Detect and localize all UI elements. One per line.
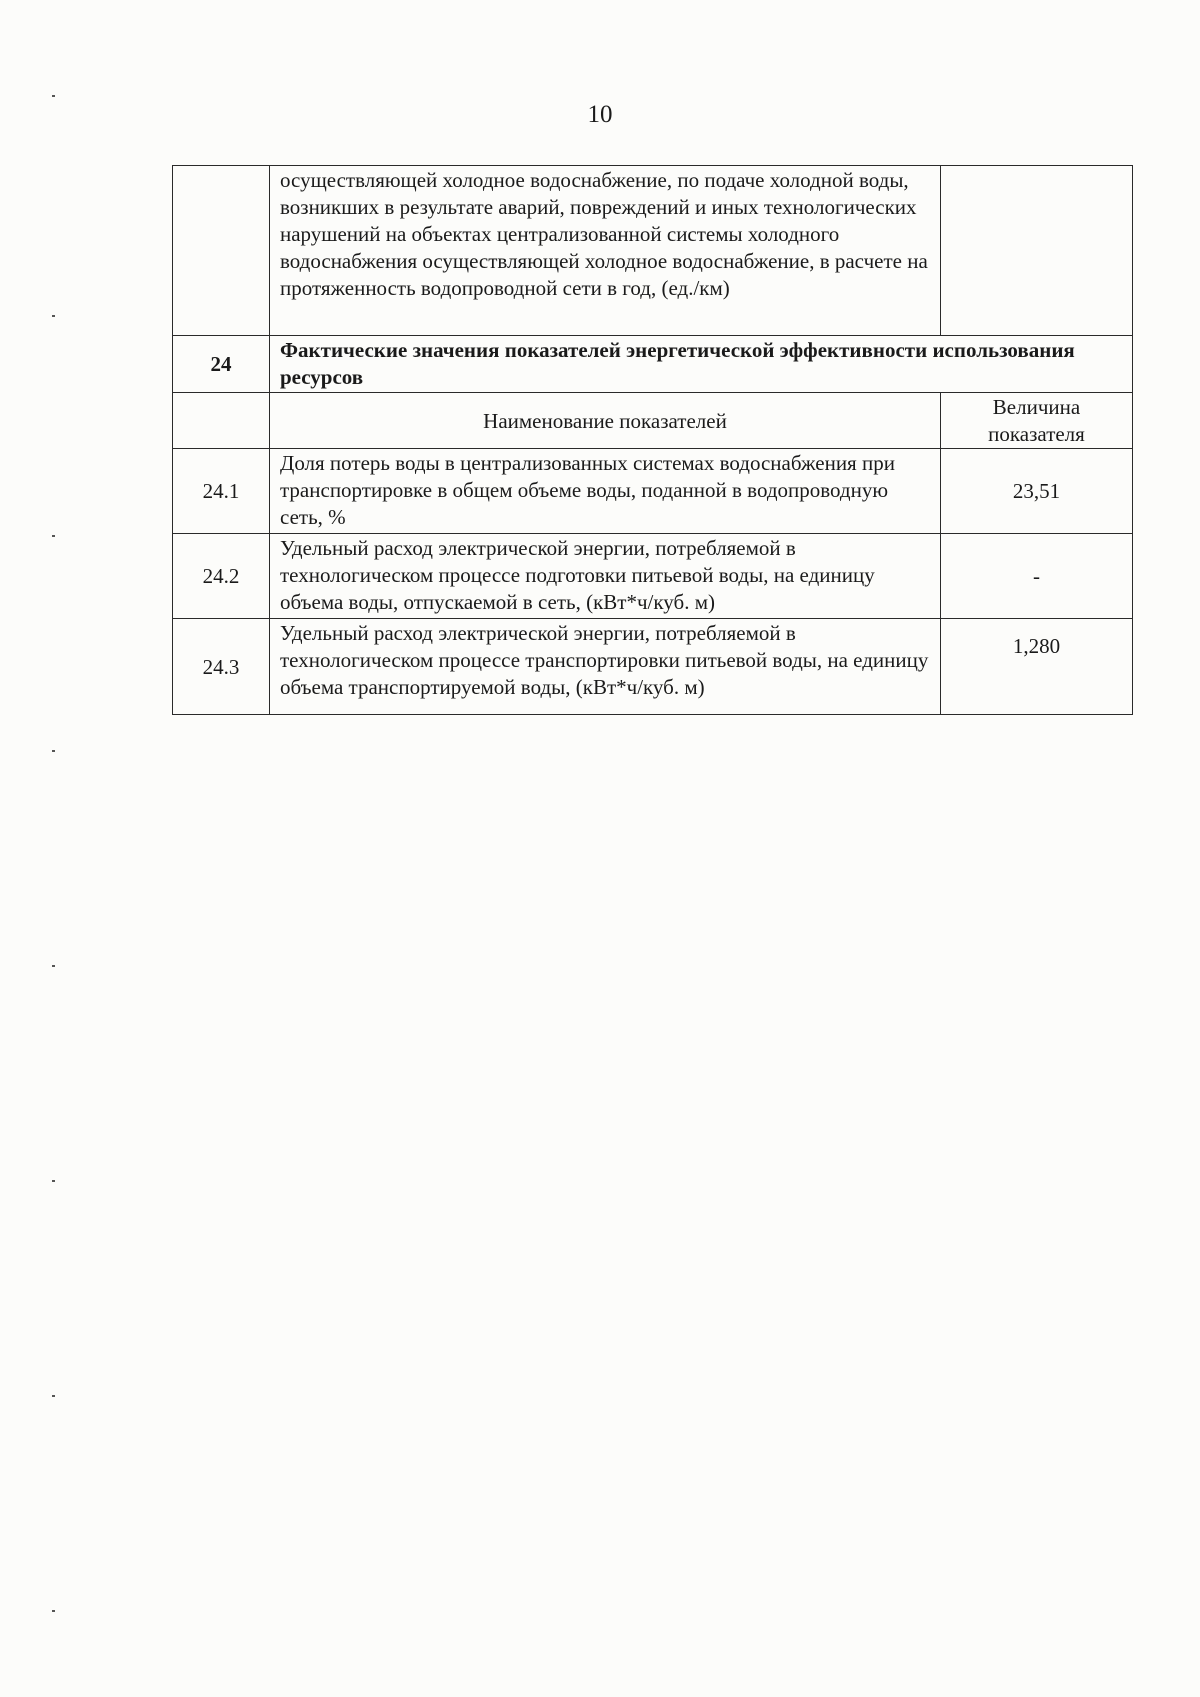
table-header-row — [173, 393, 1133, 449]
table-row-continued — [173, 166, 1133, 336]
table-row — [173, 534, 1133, 619]
indicator-value-cell: 23,51 — [941, 449, 1133, 534]
scan-speck — [52, 1395, 55, 1397]
scan-speck — [52, 315, 55, 317]
header-number-cell — [173, 393, 270, 449]
indicator-value-cell — [941, 166, 1133, 336]
scan-speck — [52, 965, 55, 967]
row-number-cell: 24.2 — [173, 534, 270, 619]
indicator-name-cell: Удельный расход электрической энергии, потребляемой в технологическом процессе подготовки питьевой воды, на единицу объема воды, отпускаемой в сеть, (кВт*ч/куб. м) — [270, 534, 941, 619]
header-value-cell: Величина показателя — [941, 393, 1133, 449]
scan-speck — [52, 535, 55, 537]
table-row — [173, 449, 1133, 534]
table-row — [173, 619, 1133, 715]
row-number-cell — [173, 166, 270, 336]
indicator-name-cell: Доля потерь воды в централизованных системах водоснабжения при транспортировке в общем объеме воды, поданной в водопроводную сеть, % — [270, 449, 941, 534]
table-row-section — [173, 336, 1133, 393]
indicator-value-cell: 1,280 — [941, 619, 1133, 715]
row-number-cell: 24.3 — [173, 619, 270, 715]
section-title-cell: Фактические значения показателей энергетической эффективности использования ресурсов — [270, 336, 1133, 393]
scan-speck — [52, 1610, 55, 1612]
indicator-name-cell: Удельный расход электрической энергии, потребляемой в технологическом процессе транспортировки питьевой воды, на единицу объема транспортируемой воды, (кВт*ч/куб. м) — [270, 619, 941, 715]
scan-speck — [52, 750, 55, 752]
indicators-table — [172, 165, 1133, 715]
indicator-value-cell: - — [941, 534, 1133, 619]
scan-speck — [52, 1180, 55, 1182]
indicator-name-cell: осуществляющей холодное водоснабжение, по подаче холодной воды, возникших в результате аварий, повреждений и иных технологических нарушений на объектах централизованной системы холодного водоснабжения осуществляющей холодное водоснабжение, в расчете на протяженность водопроводной сети в год, (ед./км) — [270, 166, 941, 336]
header-name-cell: Наименование показателей — [270, 393, 941, 449]
row-number-cell: 24.1 — [173, 449, 270, 534]
page-number: 10 — [587, 101, 613, 128]
section-number-cell: 24 — [173, 336, 270, 393]
scan-speck — [52, 95, 55, 97]
